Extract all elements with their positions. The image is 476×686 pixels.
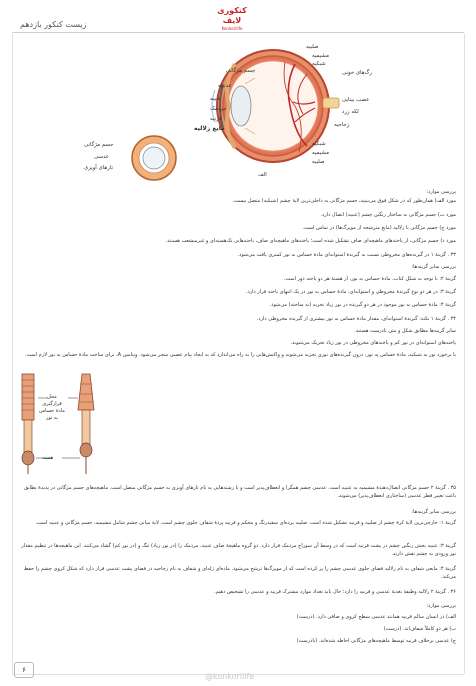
logo-text: کنکوری لایف bbox=[217, 6, 247, 25]
page-number: ۶ bbox=[14, 662, 34, 678]
text-vitamin-a: با برخورد نور به شبکیه، مادهٔ حساس به نور، درون گیرنده‌های نوری تجزیه می‌شوند و واکنش‌هایی را به راه می‌اندازد که به ایجاد پیام عصبی منجر می‌شود. ویتامین A، برای ساخت مادهٔ حساس به نور لازم است. bbox=[24, 352, 456, 358]
label-choroid-top: مشیمیه bbox=[312, 53, 329, 59]
brand-logo bbox=[207, 6, 257, 31]
text-check-items: بررسی موارد: bbox=[426, 603, 456, 609]
text-heading-check: بررسی موارد: bbox=[426, 189, 456, 195]
label-nucleus: هسته bbox=[42, 455, 54, 461]
text-item-d: مورد د) جسم مژگانی، از یاخته‌های ماهیچه‌ای صاف تشکیل شده است؛ یاخته‌های ماهیچه‌ای صاف، یاخته‌هایی تک‌هسته‌ای و غیرمنشعب هستند. bbox=[165, 238, 456, 244]
label-blood-vessels: رگ‌های خونی bbox=[342, 70, 372, 76]
figure-caption: الف bbox=[258, 172, 267, 178]
label-retina-bottom: شبکیه bbox=[312, 141, 326, 147]
small-label-ciliary-body: جسم مژگانی bbox=[84, 142, 114, 148]
label-vitreous: زجاجیه bbox=[334, 122, 350, 128]
photoreceptor-cells-illustration bbox=[12, 370, 102, 478]
text-option-4-humors: گزینهٔ ۴: مایعی شفاف به نام زلالیه فضای جلوی عدسی چشم را پر کرده است که از مویرگ‌ها ترشح می‌شود. ماده‌ای ژله‌ای و شفاف به نام زجاجیه در فضای پشت عدسی قرار دارد که شکل کروی چشم را حفظ می‌کند. bbox=[23, 566, 456, 580]
text-other-options: بررسی سایر گزینه‌ها: bbox=[411, 264, 456, 270]
label-sclera-top: صلبیه bbox=[306, 44, 319, 50]
text-other-wrong: سایر گزینه‌ها مطابق شکل و متن نادرست هستند. bbox=[354, 328, 456, 334]
text-option-3: گزینهٔ ۳: در هر دو نوع گیرندهٔ مخروطی و استوانه‌ای، مادهٔ حساس به نور در یک انتهای یاخته قرار دارد. bbox=[245, 289, 456, 295]
text-item-c2: ج) عدسی برخلاف قرنیه توسط ماهیچه‌های مژگانی احاطه شده‌اند. (نادرست) bbox=[296, 638, 456, 644]
text-item-a: مورد الف) همان‌طور که در شکل فوق می‌بینید، جسم مژگانی به داخلی‌ترین لایهٔ چشم (شبکیه) متصل نیست. bbox=[232, 198, 456, 204]
header-divider bbox=[12, 32, 464, 33]
label-aqueous-humor: مایع زلالیه bbox=[194, 125, 225, 132]
label-cornea: قرنیه bbox=[210, 116, 222, 122]
text-item-c: مورد ج) جسم مژگانی با زلالیه (مایع مترشحه از مویرگ‌ها) در تماس است. bbox=[302, 225, 456, 231]
text-rod-cone: یاخته‌های استوانه‌ای در نور کم و یاخته‌های مخروطی در نور زیاد تحریک می‌شوند. bbox=[290, 340, 456, 346]
label-photopigment-site: محل قرارگیری مادهٔ حساس به نور bbox=[39, 394, 65, 421]
page-frame-left bbox=[12, 34, 13, 674]
text-option-4: گزینهٔ ۴: مادهٔ حساس به نور موجود در هر دو گیرنده در نور زیاد تجزیه (نه ساخته) می‌شود. bbox=[269, 302, 456, 308]
label-optic-nerve: عصب بینایی bbox=[342, 97, 370, 103]
text-q35: ۳۵ . گزینهٔ ۲ جسم مژگانی اتصال‌دهندهٔ مشیمیه به عنبیه است. عدسی چشم همگرا و انعطاف‌پذیر است و با رشته‌هایی به نام تارهای آویزی به جسم مژگانی متصل است. ماهیچه‌های جسم مژگانی در پدیدهٔ تطابق باعث تغییر قطر عدسی (ساختاری انعطاف‌پذیر) می‌شوند. bbox=[24, 485, 456, 499]
text-item-b: مورد ب) جسم مژگانی به ساختار رنگین چشم (عنبیه) اتصال دارد. bbox=[320, 212, 456, 218]
small-label-lens: عدسی bbox=[94, 154, 110, 160]
label-retina-top: شبکیه bbox=[312, 61, 326, 67]
text-option-3-iris: گزینهٔ ۳: عنبیه بخش رنگین چشم در پشت قرنیه است که در وسط آن سوراخ مردمک قرار دارد. دو گروه ماهیچهٔ صاف عنبیه، مردمک را (در نور زیاد) تنگ و (در نور کم) گشاد می‌کنند. این ماهیچه‌ها در تنظیم مقدار نور ورودی به چشم نقش دارند. bbox=[21, 543, 456, 557]
watermark: @konkorilife bbox=[205, 672, 255, 681]
chapter-title: زیست کنکور یازدهم bbox=[20, 20, 87, 29]
label-pupil: مردمک bbox=[210, 106, 226, 112]
text-item-a2: الف) در انسان سالم قرنیه همانند عدسی سطح کروی و صافی دارد. (درست) bbox=[296, 614, 456, 620]
label-yellow-spot: لکه زرد bbox=[342, 109, 359, 115]
text-q34: ۳۴ . گزینهٔ ۱ نکته: گیرندهٔ استوانه‌ای، مقدار مادهٔ حساس به نور بیشتری از گیرنده مخروطی دارد. bbox=[256, 316, 456, 322]
lens-ciliary-front-view bbox=[130, 134, 178, 182]
page-frame-right bbox=[464, 34, 465, 674]
text-option-1-layers: گزینهٔ ۱: خارجی‌ترین لایهٔ کرهٔ چشم از صلبیه و قرنیه تشکیل شده است. صلبیه پرده‌ای سفیدرنگ و محکم و قرنیه پردهٔ شفاف جلوی چشم است. لایهٔ میانی چشم شامل مشیمیه، جسم مژگانی و عنبیه است. bbox=[35, 520, 456, 526]
text-q33: ۳۳ . گزینهٔ ۱ در گیرنده‌های مخروطی نسبت به گیرندهٔ استوانه‌ای مادهٔ حساس به نور کمتری یافت می‌شود. bbox=[237, 252, 456, 258]
label-sclera-bottom: صلبیه bbox=[312, 159, 325, 165]
label-choroid-bottom: مشیمیه bbox=[312, 150, 329, 156]
text-q36: ۳۶ . گزینهٔ ۲ زلالیه وظیفهٔ تغذیهٔ عدسی و قرنیه را دارد؛ حال باید تعداد موارد مشترک قرنیه و عدسی را تشخیص دهیم. bbox=[213, 589, 456, 595]
label-ciliary-body: جسم مژگانی bbox=[226, 68, 256, 74]
label-iris: عنبیه bbox=[210, 96, 221, 102]
text-other-options-2: بررسی سایر گزینه‌ها: bbox=[411, 509, 456, 515]
text-option-2: گزینهٔ ۲: با توجه به شکل کتاب، مادهٔ حساس به نور، از هستهٔ هر دو یاخته دور است. bbox=[283, 276, 456, 282]
logo-subtext: Konkorilife bbox=[221, 26, 243, 31]
label-lens: عدنبیه bbox=[218, 83, 232, 89]
small-label-zonular-fibers: تارهای آویزی bbox=[84, 165, 113, 171]
text-item-b2: ب) هر دو کاملاً شفاف‌اند. (درست) bbox=[383, 626, 456, 632]
